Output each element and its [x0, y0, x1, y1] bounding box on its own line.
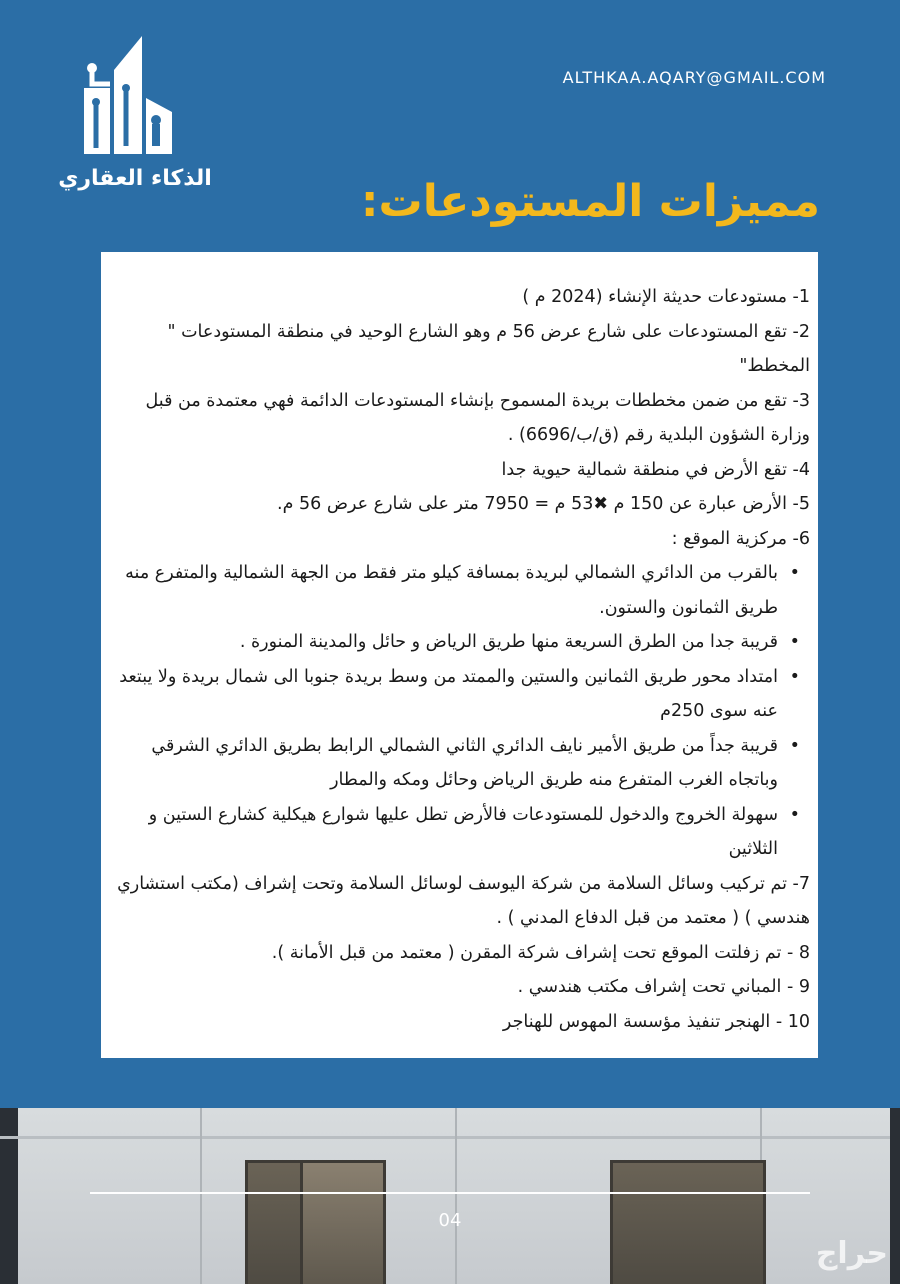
feature-item-4: 4- تقع الأرض في منطقة شمالية حيوية جدا	[501, 459, 810, 480]
feature-item-6: 6- مركزية الموقع :	[671, 528, 810, 549]
feature-item-2: 2- تقع المستودعات على شارع عرض 56 م وهو الشارع الوحيد في منطقة المستودعات " المخطط"	[167, 321, 810, 376]
contact-email[interactable]: ALTHKAA.AQARY@GMAIL.COM	[562, 68, 826, 87]
location-bullet-list	[109, 556, 810, 867]
brand-name: الذكاء العقاري	[58, 166, 212, 191]
warehouse-photo	[0, 1108, 900, 1284]
feature-item-10: 10 - الهنجر تنفيذ مؤسسة المهوس للهناجر	[502, 1011, 810, 1032]
location-bullet: • بالقرب من الدائري الشمالي لبريدة بمسافة كيلو متر فقط من الجهة الشمالية والمتفرع منه طريق الثمانون والستون.	[109, 556, 778, 625]
feature-item-8: 8 - تم زفلتت الموقع تحت إشراف شركة المقرن ( معتمد من قبل الأمانة ).	[271, 942, 810, 963]
location-bullet: • سهولة الخروج والدخول للمستودعات فالأرض تطل عليها شوارع هيكلية كشارع الستين و الثلاثين	[109, 798, 778, 867]
photo-shadow-edge	[0, 1108, 18, 1284]
page-title: مميزات المستودعات:	[360, 176, 820, 227]
wall-panel-seam	[455, 1108, 457, 1284]
feature-item-3: 3- تقع من ضمن مخططات بريدة المسموح بإنشاء المستودعات الدائمة فهي معتمدة من قبل وزارة الشؤون البلدية رقم (ق/ب/6696) .	[145, 390, 810, 445]
footer-divider	[90, 1192, 810, 1194]
feature-item-5: 5- الأرض عبارة عن 150 م ✖53 م = 7950 متر على شارع عرض 56 م.	[277, 494, 810, 514]
location-bullet: • قريبة جداً من طريق الأمير نايف الدائري الثاني الشمالي الرابط بطريق الدائري الشرقي وباتجاه الغرب المتفرع منه طريق الرياض وحائل ومكه والمطار	[109, 729, 778, 798]
feature-item-7: 7- تم تركيب وسائل السلامة من شركة اليوسف لوسائل السلامة وتحت إشراف (مكتب استشاري هندسي ) ( معتمد من قبل الدفاع المدني ) .	[117, 873, 810, 928]
feature-item-1: 1- مستودعات حديثة الإنشاء (2024 م )	[522, 287, 810, 307]
building-logo-icon	[80, 28, 190, 158]
wall-panel-seam	[200, 1108, 202, 1284]
photo-shadow-edge	[890, 1108, 900, 1284]
brand-logo	[50, 28, 220, 208]
location-bullet: • قريبة جدا من الطرق السريعة منها طريق الرياض و حائل والمدينة المنورة .	[109, 625, 778, 660]
feature-item-9: 9 - المباني تحت إشراف مكتب هندسي .	[517, 977, 810, 997]
photo-beam	[0, 1136, 900, 1139]
page-number: 04	[438, 1210, 462, 1231]
features-card	[101, 252, 818, 1058]
watermark-logo: حراج	[815, 1236, 888, 1271]
location-bullet: • امتداد محور طريق الثمانين والستين والممتد من وسط بريدة جنوبا الى شمال بريدة ولا يبتعد عنه سوى 250م	[109, 660, 778, 729]
